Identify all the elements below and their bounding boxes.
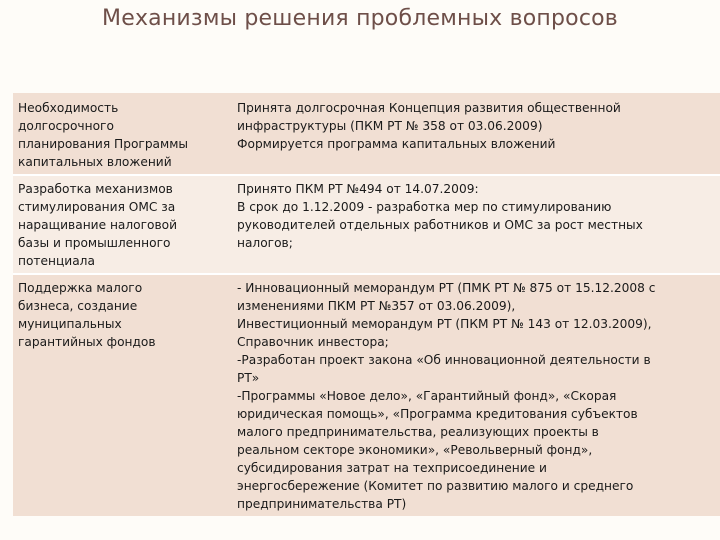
problem-line: планирования Программы bbox=[18, 137, 189, 151]
solution-line: энергосбережение (Комитет по развитию малого и среднего bbox=[237, 479, 634, 493]
solution-line: Формируется программа капитальных вложений bbox=[237, 137, 556, 151]
solution-line: руководителей отдельных работников и ОМС за рост местных bbox=[237, 218, 643, 232]
table-row bbox=[13, 93, 720, 175]
solution-line: В срок до 1.12.2009 - разработка мер по стимулированию bbox=[237, 200, 612, 214]
solution-line: малого предпринимательства, реализующих проекты в bbox=[237, 425, 599, 439]
problem-line: наращивание налоговой bbox=[18, 218, 178, 232]
solution-line: изменениями ПКМ РТ №357 от 03.06.2009), bbox=[237, 299, 516, 313]
solution-line: Инвестиционный меморандум РТ (ПКМ РТ № 143 от 12.03.2009), bbox=[237, 317, 652, 331]
solution-line: налогов; bbox=[237, 236, 293, 250]
solution-line: субсидирования затрат на техприсоединение и bbox=[237, 461, 547, 475]
solution-line: Справочник инвестора; bbox=[237, 335, 389, 349]
solution-cell bbox=[228, 175, 720, 274]
solution-line: юридическая помощь», «Программа кредитования субъектов bbox=[237, 407, 638, 421]
solution-line: -Программы «Новое дело», «Гарантийный фонд», «Скорая bbox=[237, 389, 617, 403]
solution-line: РТ» bbox=[237, 371, 260, 385]
solution-line: -Разработан проект закона «Об инновационной деятельности в bbox=[237, 353, 651, 367]
solution-line: Принято ПКМ РТ №494 от 14.07.2009: bbox=[237, 182, 479, 196]
slide-title: Механизмы решения проблемных вопросов bbox=[102, 6, 618, 31]
solution-cell bbox=[228, 93, 720, 175]
problem-cell bbox=[13, 175, 228, 274]
solution-line: Принята долгосрочная Концепция развития общественной bbox=[237, 101, 621, 115]
problem-line: Необходимость bbox=[18, 101, 119, 115]
issues-table bbox=[13, 93, 720, 516]
problem-line: бизнеса, создание bbox=[18, 299, 138, 313]
solution-line: предпринимательства РТ) bbox=[237, 497, 407, 511]
solution-line: инфраструктуры (ПКМ РТ № 358 от 03.06.2009) bbox=[237, 119, 543, 133]
problem-line: долгосрочного bbox=[18, 119, 114, 133]
problem-line: базы и промышленного bbox=[18, 236, 171, 250]
problem-cell bbox=[13, 274, 228, 516]
problem-line: Разработка механизмов bbox=[18, 182, 173, 196]
problem-line: стимулирования ОМС за bbox=[18, 200, 176, 214]
solution-line: - Инновационный меморандум РТ (ПМК РТ № 875 от 15.12.2008 с bbox=[237, 281, 656, 295]
table-row bbox=[13, 175, 720, 274]
problem-line: муниципальных bbox=[18, 317, 122, 331]
solution-cell bbox=[228, 274, 720, 516]
problem-cell bbox=[13, 93, 228, 175]
table-row bbox=[13, 274, 720, 516]
problem-line: гарантийных фондов bbox=[18, 335, 156, 349]
problem-line: Поддержка малого bbox=[18, 281, 143, 295]
problem-line: капитальных вложений bbox=[18, 155, 172, 169]
problem-line: потенциала bbox=[18, 254, 95, 268]
solution-line: реальном секторе экономики», «Револьверный фонд», bbox=[237, 443, 593, 457]
